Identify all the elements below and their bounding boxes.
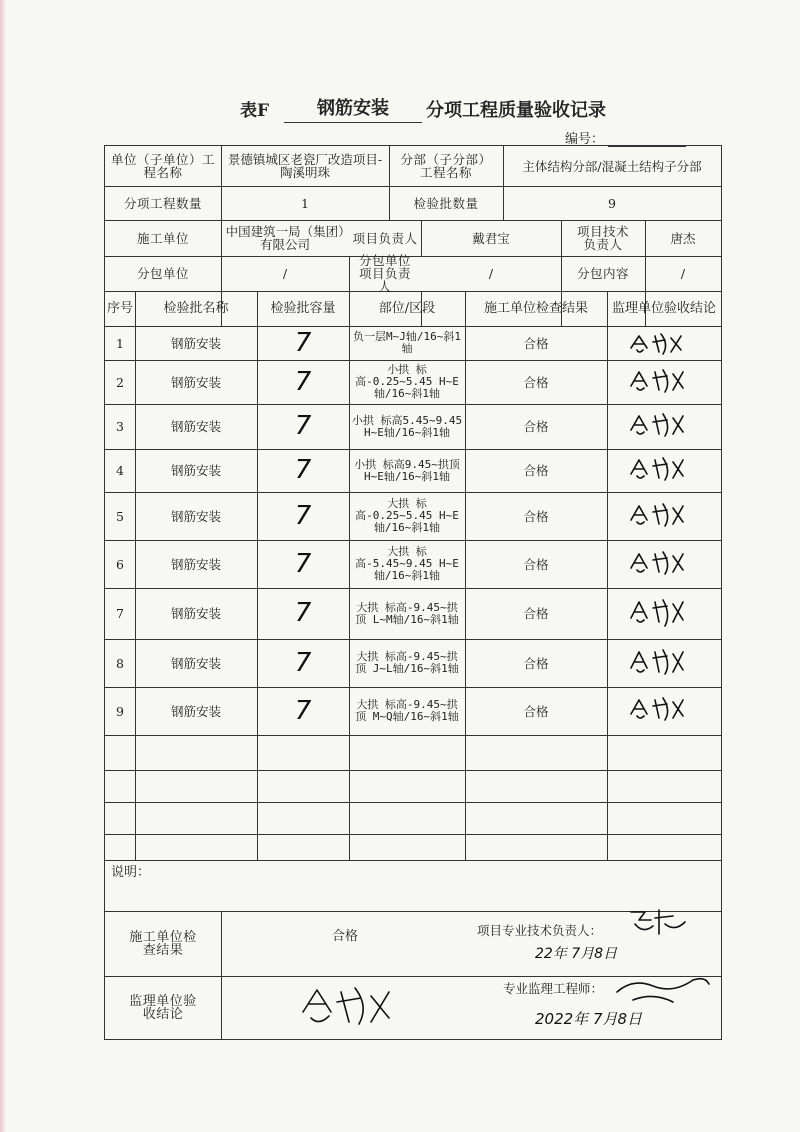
row-signature: [625, 330, 705, 358]
division-label: 分部（子分部）工程名称: [400, 152, 492, 180]
table-row-no: 2: [116, 374, 124, 390]
table-row-result: 合格: [523, 374, 549, 390]
table-row-capacity: 7: [294, 366, 312, 397]
col-header-capacity: 检验批容量: [270, 301, 336, 316]
table-row-no: 8: [116, 655, 124, 671]
division-value: 主体结构分部/混凝土结构子分部: [522, 158, 702, 174]
construction-signature: [625, 904, 695, 940]
table-row-location: 大拱 标高-5.45~9.45 H~E轴/16~斜1轴: [355, 545, 459, 582]
sub-count-value: 1: [301, 195, 309, 211]
title-project-name: 钢筋安装: [284, 96, 422, 123]
title-suffix: 分项工程质量验收记录: [426, 100, 606, 121]
table-row-result: 合格: [523, 655, 549, 671]
table-row-no: 7: [116, 606, 124, 621]
supervision-conclusion-signature: [293, 982, 403, 1030]
table-row-name: 钢筋安装: [170, 335, 221, 351]
table-row-name: 钢筋安装: [170, 655, 221, 671]
title-prefix: 表F: [240, 101, 270, 121]
row-signature: [625, 500, 705, 530]
batch-count-label: 检验批数量: [413, 195, 479, 211]
table-row-location: 大拱 标高-9.45~拱顶 M~Q轴/16~斜1轴: [355, 698, 459, 723]
row-signature: [625, 410, 705, 440]
table-row-name: 钢筋安装: [170, 606, 221, 621]
row-signature: [625, 646, 705, 678]
record-number-label: 编号：: [565, 132, 605, 147]
table-row-name: 钢筋安装: [170, 556, 221, 572]
table-row-capacity: 7: [294, 647, 312, 678]
table-row-name: 钢筋安装: [170, 374, 221, 390]
tech-label: 项目技术负责人: [577, 224, 630, 252]
supervision-signer-label: 专业监理工程师：: [503, 980, 604, 996]
table-row-no: 1: [116, 335, 124, 351]
page-edge: [0, 0, 6, 1132]
table-row-result: 合格: [523, 508, 549, 524]
table-row-location: 大拱 标高-9.45~拱顶 L~M轴/16~斜1轴: [355, 600, 459, 626]
construction-check-date: 22年 7月8日: [535, 945, 618, 962]
col-header-result: 施工单位检查结果: [483, 301, 588, 316]
subcontract-value: /: [282, 266, 288, 281]
sub-content-label: 分包内容: [576, 266, 629, 281]
tech-value: 唐杰: [670, 230, 696, 246]
table-row-no: 4: [116, 463, 124, 478]
unit-value: 景德镇城区老瓷厂改造项目-陶溪明珠: [227, 152, 383, 180]
table-row-result: 合格: [523, 703, 549, 719]
table-row-location: 小拱 标高-0.25~5.45 H~E轴/16~斜1轴: [355, 363, 459, 400]
table-row-name: 钢筋安装: [170, 703, 221, 719]
quality-record-form: [104, 145, 722, 1040]
table-row-name: 钢筋安装: [170, 508, 221, 524]
subcontract-label: 分包单位: [136, 266, 189, 281]
table-row-result: 合格: [523, 335, 549, 351]
table-row-location: 大拱 标高-0.25~5.45 H~E轴/16~斜1轴: [355, 497, 459, 534]
row-signature: [625, 548, 705, 578]
table-row-capacity: 7: [294, 500, 312, 531]
table-row-location: 小拱 标高5.45~9.45 H~E轴/16~斜1轴: [351, 413, 463, 439]
pm-value: 戴君宝: [472, 230, 510, 246]
table-row-capacity: 7: [294, 411, 312, 441]
contractor-value: 中国建筑一局（集团）有限公司: [225, 224, 345, 252]
contractor-label: 施工单位: [136, 230, 189, 246]
sub-count-label: 分项工程数量: [123, 195, 202, 211]
table-row-name: 钢筋安装: [170, 419, 221, 434]
table-row-name: 钢筋安装: [170, 463, 221, 478]
table-row-no: 5: [116, 508, 124, 524]
construction-check-label: 施工单位检查结果: [129, 929, 197, 958]
construction-signer-label: 项目专业技术负责人：: [477, 922, 603, 938]
row-signature: [625, 366, 705, 396]
table-row-result: 合格: [523, 556, 549, 572]
remarks-label: 说明：: [111, 864, 151, 880]
table-row-result: 合格: [523, 606, 549, 621]
sub-content-value: /: [680, 266, 686, 281]
row-signature: [625, 454, 705, 484]
table-row-capacity: 7: [294, 455, 312, 485]
table-row-capacity: 7: [294, 598, 312, 628]
table-row-capacity: 7: [294, 327, 312, 358]
col-header-location: 部位/区段: [378, 301, 436, 316]
table-row-capacity: 7: [294, 695, 312, 726]
table-row-result: 合格: [523, 463, 549, 478]
supervision-check-label: 监理单位验收结论: [129, 993, 197, 1022]
form-title: [0, 96, 800, 126]
table-row-no: 3: [116, 419, 124, 434]
unit-label: 单位（子单位）工程名称: [110, 152, 215, 180]
pm-label: 项目负责人: [352, 230, 418, 246]
batch-count-value: 9: [608, 195, 616, 211]
col-header-name: 检验批名称: [163, 301, 229, 316]
sub-pm-value: /: [488, 266, 494, 281]
row-signature: [625, 694, 705, 724]
col-header-conclusion: 监理单位验收结论: [611, 301, 716, 316]
table-row-location: 小拱 标高9.45~拱顶 H~E轴/16~斜1轴: [354, 457, 460, 483]
table-row-no: 6: [116, 556, 124, 572]
table-row-capacity: 7: [294, 548, 312, 579]
sub-pm-label: 分包单位项目负责人: [358, 253, 411, 294]
table-row-location: 负一层M~J轴/16~斜1轴: [353, 330, 461, 355]
table-row-no: 9: [116, 703, 124, 719]
construction-check-result: 合格: [331, 928, 358, 944]
table-row-result: 合格: [523, 419, 549, 434]
col-header-no: 序号: [106, 301, 133, 316]
table-row-location: 大拱 标高-9.45~拱顶 J~L轴/16~斜1轴: [355, 650, 459, 675]
row-signature: [625, 596, 705, 630]
supervision-check-date: 2022年 7月8日: [535, 1009, 643, 1028]
